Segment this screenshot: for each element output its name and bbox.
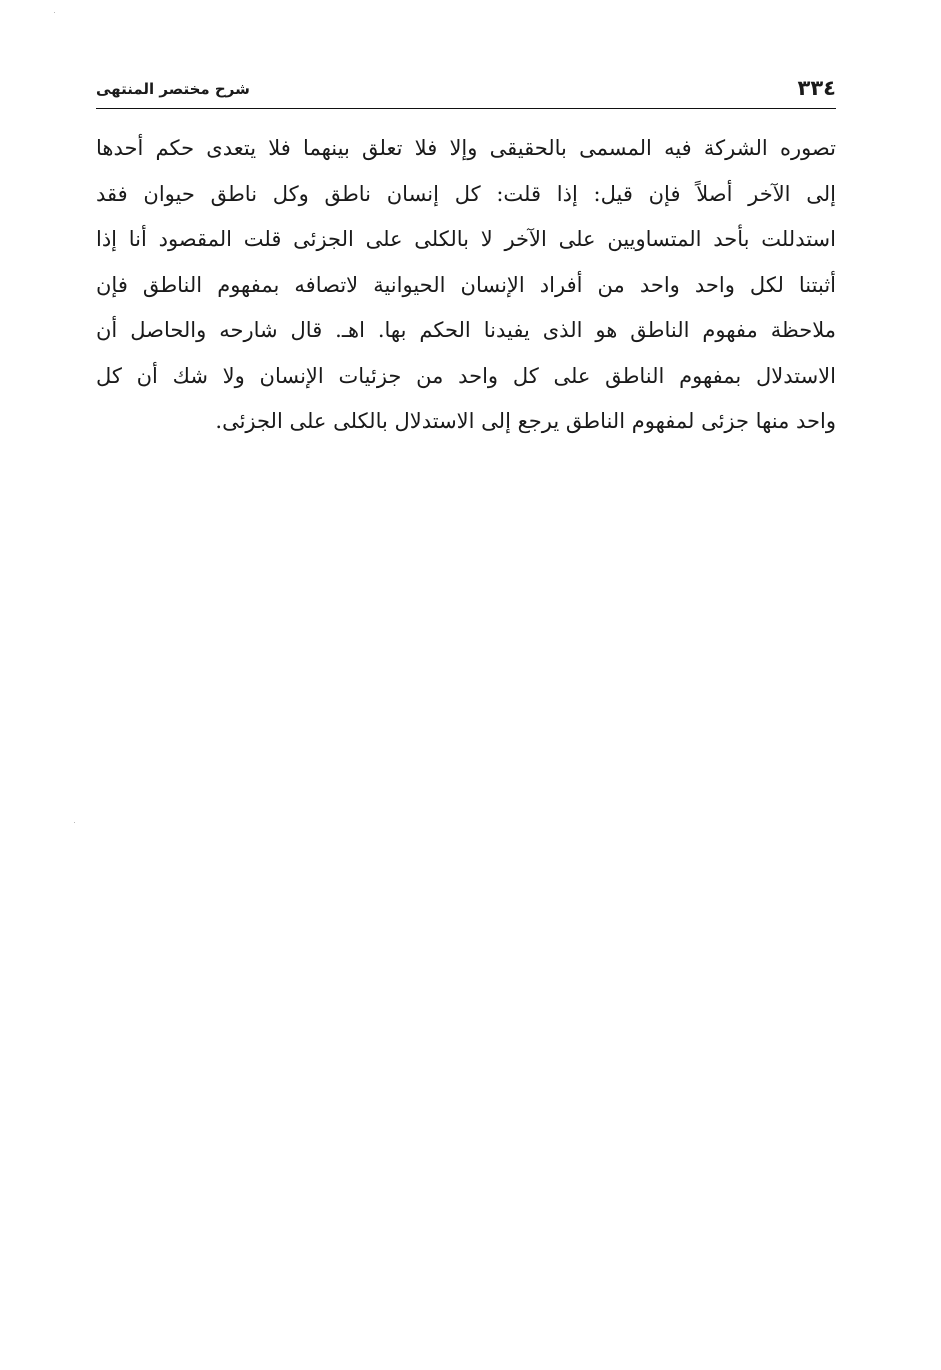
page-header — [96, 74, 836, 104]
scan-speck — [54, 12, 55, 13]
text-line: واحد منها جزئى لمفهوم الناطق يرجع إلى الاستدلال بالكلى على الجزئى. — [215, 409, 836, 433]
text-line: أثبتنا لكل واحد واحد من أفراد الإنسان الحيوانية لاتصافه بمفهوم الناطق فإن — [96, 272, 836, 297]
page-number: ٣٣٤ — [797, 76, 836, 100]
scan-speck — [74, 822, 75, 823]
text-line: ملاحظة مفهوم الناطق هو الذى يفيدنا الحكم بها. اهـ. قال شارحه والحاصل أن — [96, 318, 836, 342]
running-title: شرح مختصر المنتهى — [96, 80, 250, 98]
body-paragraph — [96, 126, 836, 445]
text-line: تصوره الشركة فيه المسمى بالحقيقى وإلا فلا تعلق بينهما فلا يتعدى حكم أحدها — [96, 136, 836, 160]
text-line: إلى الآخر أصلاً فإن قيل: إذا قلت: كل إنسان ناطق وكل ناطق حيوان فقد — [96, 181, 836, 206]
text-line: الاستدلال بمفهوم الناطق على كل واحد من جزئيات الإنسان ولا شك أن كل — [96, 363, 836, 388]
text-line: استدللت بأحد المتساويين على الآخر لا بالكلى على الجزئى قلت المقصود أنا إذا — [96, 227, 836, 251]
header-divider — [96, 108, 836, 109]
